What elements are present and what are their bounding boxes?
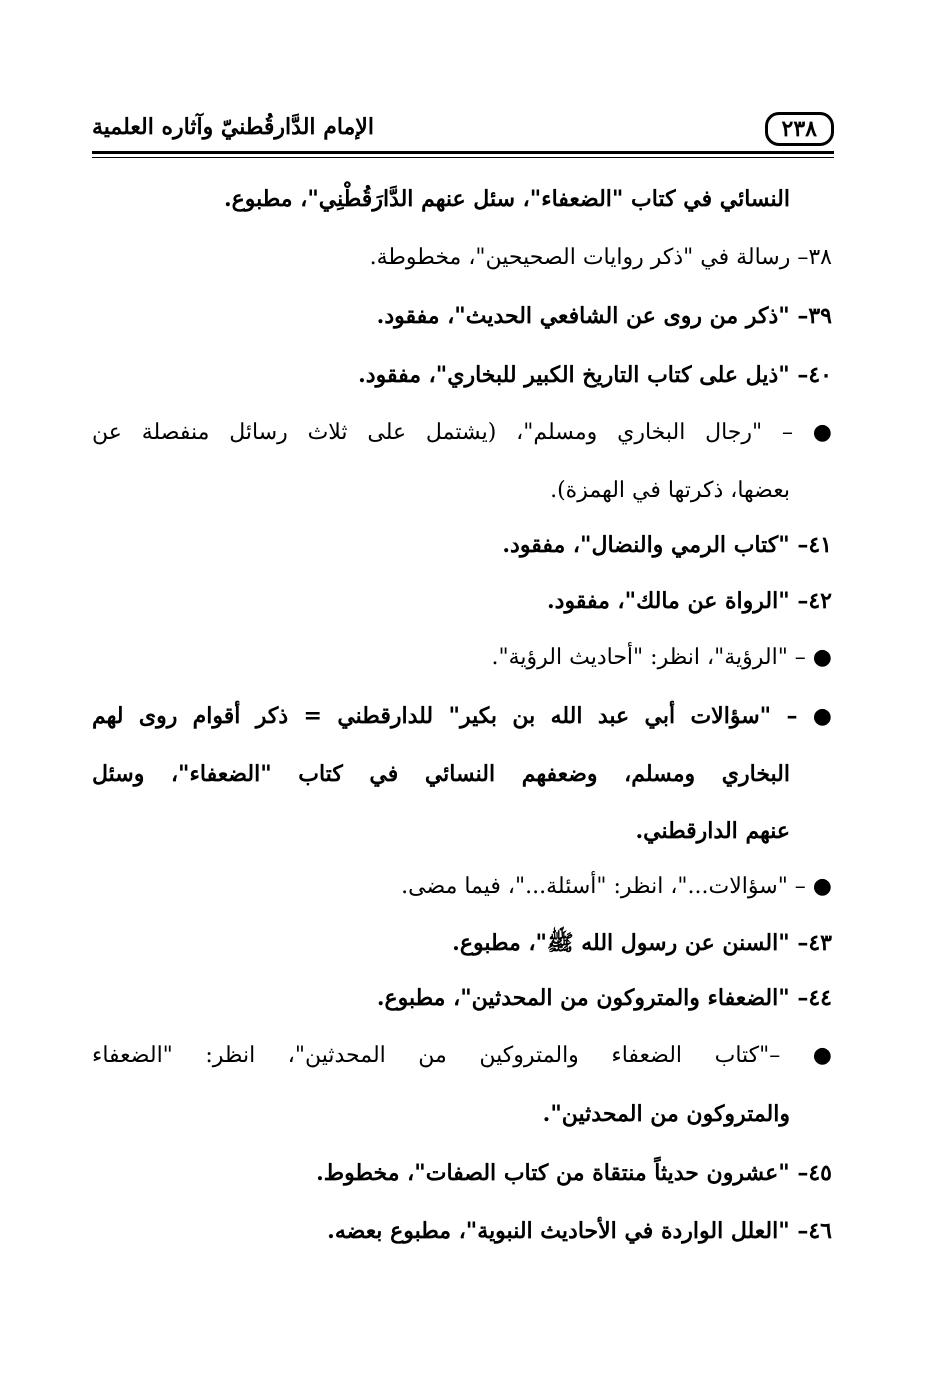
list-item-43: ٤٣– "السنن عن رسول الله ﷺ"، مطبوع. [452,930,832,956]
list-item-40: ٤٠– "ذيل على كتاب التاريخ الكبير للبخاري"، مفقود. [358,362,832,388]
running-title: الإمام الدَّارقُطنيّ وآثاره العلمية [92,114,374,140]
bullet-item: ● – "الرؤية"، انظر: "أحاديث الرؤية". [491,645,832,670]
header-rule [92,151,834,154]
list-item-41: ٤١– "كتاب الرمي والنضال"، مفقود. [502,532,832,558]
text-line: بعضها، ذكرتها في الهمزة). [550,478,790,503]
list-item-45: ٤٥– "عشرون حديثاً منتقاة من كتاب الصفات"، مخطوط. [316,1160,832,1186]
header-rule-thin [92,157,834,158]
bullet-item: ● – "سؤالات أبي عبد الله بن بكير" للدارقطني = ذكر أقوام روى لهم [92,703,832,729]
text-line: النسائي في كتاب "الضعفاء"، سئل عنهم الدَّارَقُطْنِي"، مطبوع. [223,186,790,212]
text-line: عنهم الدارقطني. [635,818,790,844]
text-line: والمتروكون من المحدثين". [542,1101,790,1127]
list-item-39: ٣٩– "ذكر من روى عن الشافعي الحديث"، مفقود. [376,303,832,329]
list-item-44: ٤٤– "الضعفاء والمتروكون من المحدثين"، مطبوع. [376,985,832,1011]
list-item-46: ٤٦– "العلل الواردة في الأحاديث النبوية"، مطبوع بعضه. [327,1218,832,1244]
page-header [92,110,834,150]
bullet-item: ● – "رجال البخاري ومسلم"، (يشتمل على ثلاث رسائل منفصلة عن [92,420,832,445]
page-number: ٢٣٨ [765,112,834,146]
text-line: البخاري ومسلم، وضعفهم النسائي في كتاب "الضعفاء"، وسئل [92,761,790,787]
bullet-item: ● –"كتاب الضعفاء والمتروكين من المحدثين"، انظر: "الضعفاء [92,1043,832,1068]
bullet-item: ● – "سؤالات..."، انظر: "أسئلة..."، فيما مضى. [401,874,832,899]
list-item-38: ٣٨– رسالة في "ذكر روايات الصحيحين"، مخطوطة. [369,245,832,270]
list-item-42: ٤٢– "الرواة عن مالك"، مفقود. [547,588,832,614]
